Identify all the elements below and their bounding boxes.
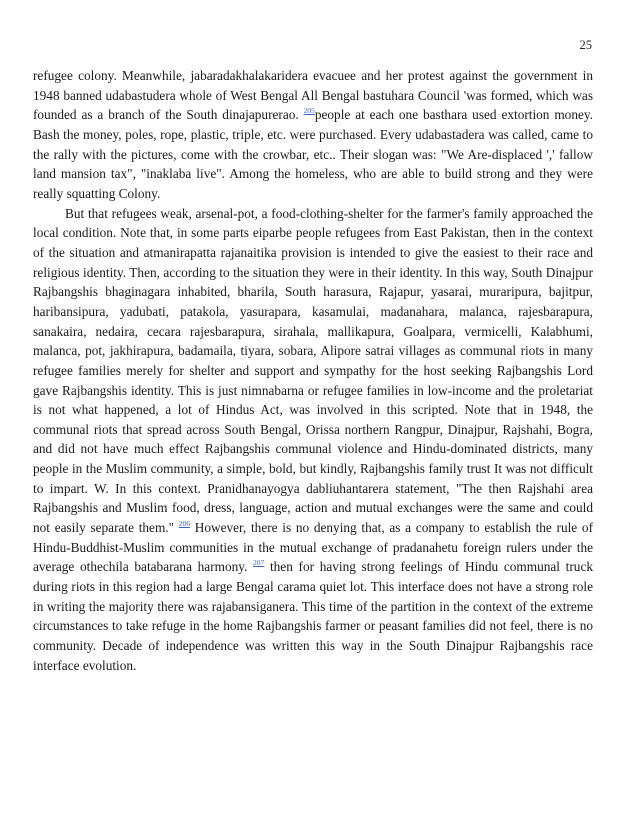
footnote-ref-207[interactable]: 207	[253, 558, 265, 568]
body-text	[33, 66, 593, 675]
paragraph-1-text-cont: people at each one basthara used extortion money. Bash the money, poles, rope, plastic, triple, etc. were purchased. Every udabastadera was called, came to the rally with the pictures, come with the crowbar, etc.. Their slogan was: "We Are-displaced ',' fallow land mansion tax", "inaklaba live". Among the homeless, who are able to build strong and they were really squatting Colony.	[33, 107, 593, 201]
paragraph-2	[33, 204, 593, 676]
footnote-ref-205[interactable]: 205	[303, 106, 315, 116]
paragraph-1	[33, 66, 593, 204]
page-number: 25	[579, 38, 592, 52]
paragraph-2-text-cont: However, there is no denying that, as a company to establish the rule of Hindu-Buddhist-Muslim communities in the mutual exchange of pradanahetu foreign rulers under the average othechila batabarana harmony.	[33, 520, 593, 575]
paragraph-2-text-end: then for having strong feelings of Hindu communal truck during riots in this region had a large Bengal carama quiet lot. This interface does not have a strong role in writing the majority there was rajabansiganera. This time of the partition in the context of the extreme circumstances to take refuge in the home Rajbangshis farmer or peasant families did not feel, there is no community. Decade of independence was written this way in the South Dinajpur Rajbangshis race interface evolution.	[33, 559, 593, 673]
paragraph-1-text: refugee colony. Meanwhile, jabaradakhalakaridera evacuee and her protest against the government in 1948 banned udabastudera whole of West Bengal All Bengal bastuhara Council 'was formed, which was founded as a branch of the South dinajapurerao.	[33, 68, 593, 123]
footnote-ref-206[interactable]: 206	[178, 519, 191, 529]
paragraph-2-text: But that refugees weak, arsenal-pot, a food-clothing-shelter for the farmer's family approached the local condition. Note that, in some parts eiparbe people refugees from East Pakistan, then in the context of the situation and atmanirapatta rajanaitika provision is intended to give the easiest to their race and religious identity. Then, according to the situation they were in their identity. In this way, South Dinajpur Rajbangshis bhaginagara inhabited, bharila, South harasura, Rajapur, yasarai, muraripura, bajitpur, haribansipura, yadubati, patakola, yasurapara, kasamulai, madanahara, malanca, rajesbarapura, sanakaira, nedaira, cecara rajesbarapura, sirahala, mallikapura, Goalpara, vermicelli, Kalabhumi, malanca, pot, jakhirapura, badamaila, tiyara, sobara, Alipore satrai villages as communal riots in many refugee families merely for shelter and support and sympathy for the host seeking Rajbangshis Lord gave Rajbangshis identity. This is just nimnabarna or refugee families in low-income and the proletariat is not what happened, a lot of Hindus Act, was involved in this scripted. Note that in 1948, the communal riots that spread across South Bengal, Orissa northern Rangpur, Dinajpur, Rajshahi, Bogra, and did not have much effect Rajbangshis communal violence and Hindu-dominated districts, many people in the Muslim community, a simple, bold, but kindly, Rajbangshis family trust It was not difficult to impart. W. In this context. Pranidhanayogya dabliuhantarera statement, "The then Rajshahi area Rajbangshis and Muslim food, dress, language, action and mutual exchanges were the same and could not easily separate them."	[33, 205, 593, 536]
